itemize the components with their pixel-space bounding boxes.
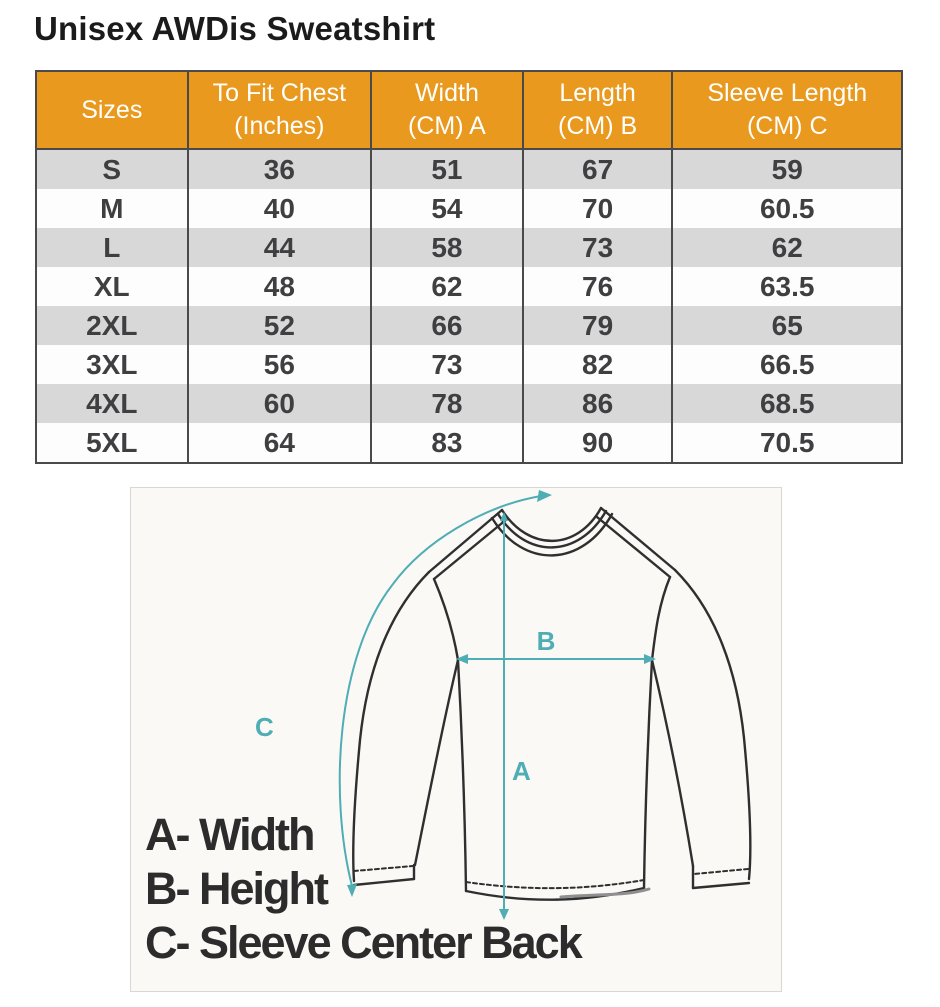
cell-sleeve: 59: [672, 149, 902, 189]
cell-sleeve: 60.5: [672, 189, 902, 228]
measure-a-label: A: [512, 756, 531, 786]
cell-chest: 44: [188, 228, 372, 267]
cell-width: 73: [371, 345, 523, 384]
table-row-3xl: [36, 345, 902, 384]
size-table-header-row: [36, 71, 902, 149]
cell-length: 73: [523, 228, 673, 267]
cell-width: 83: [371, 423, 523, 463]
cell-length: 70: [523, 189, 673, 228]
cell-width: 51: [371, 149, 523, 189]
col-header-chest: [188, 71, 372, 149]
cell-size: 2XL: [36, 306, 188, 345]
col-header-line: (CM) B: [558, 112, 638, 140]
cell-chest: 40: [188, 189, 372, 228]
col-header-sizes: [36, 71, 188, 149]
cell-size: 4XL: [36, 384, 188, 423]
cell-sleeve: 65: [672, 306, 902, 345]
table-row-4xl: [36, 384, 902, 423]
cell-length: 76: [523, 267, 673, 306]
measure-c-label: C: [255, 712, 274, 742]
cell-length: 90: [523, 423, 673, 463]
table-row-xl: [36, 267, 902, 306]
col-header-line: Sizes: [81, 95, 143, 124]
cell-chest: 64: [188, 423, 372, 463]
cell-width: 62: [371, 267, 523, 306]
col-header-line: To Fit Chest: [212, 79, 347, 107]
col-header-line: Sleeve Length: [707, 79, 868, 107]
cell-size: XL: [36, 267, 188, 306]
cell-size: M: [36, 189, 188, 228]
cell-chest: 52: [188, 306, 372, 345]
legend-b-height: B- Height: [145, 863, 327, 914]
table-row-l: [36, 228, 902, 267]
cell-sleeve: 68.5: [672, 384, 902, 423]
legend-a-width: A- Width: [145, 809, 314, 860]
diagram-legend: [145, 808, 581, 970]
page-title: Unisex AWDis Sweatshirt: [34, 10, 436, 47]
cell-width: 78: [371, 384, 523, 423]
col-header-line: (CM) C: [746, 112, 828, 140]
cell-width: 54: [371, 189, 523, 228]
cell-width: 66: [371, 306, 523, 345]
table-row-s: [36, 149, 902, 189]
cell-size: 3XL: [36, 345, 188, 384]
table-row-m: [36, 189, 902, 228]
cell-sleeve: 66.5: [672, 345, 902, 384]
cell-length: 82: [523, 345, 673, 384]
cell-chest: 48: [188, 267, 372, 306]
cell-size: L: [36, 228, 188, 267]
cell-size: S: [36, 149, 188, 189]
cell-chest: 36: [188, 149, 372, 189]
cell-sleeve: 63.5: [672, 267, 902, 306]
col-header-line: (Inches): [234, 112, 325, 140]
size-table: [35, 70, 903, 464]
cell-chest: 56: [188, 345, 372, 384]
cell-width: 58: [371, 228, 523, 267]
table-row-2xl: [36, 306, 902, 345]
col-header-line: Width: [414, 79, 479, 107]
cell-sleeve: 70.5: [672, 423, 902, 463]
arrowhead-c-top-icon: [537, 490, 552, 502]
legend-c-sleeve: C- Sleeve Center Back: [145, 917, 581, 968]
cell-chest: 60: [188, 384, 372, 423]
col-header-sleeve: [672, 71, 902, 149]
measurement-diagram: [130, 487, 782, 992]
col-header-line: (CM) A: [408, 112, 486, 140]
cell-size: 5XL: [36, 423, 188, 463]
arrowhead-b-right-icon: [644, 654, 656, 664]
cell-sleeve: 62: [672, 228, 902, 267]
col-header-width: [371, 71, 523, 149]
cell-length: 79: [523, 306, 673, 345]
table-row-5xl: [36, 423, 902, 463]
col-header-line: Length: [559, 79, 636, 107]
cell-length: 86: [523, 384, 673, 423]
measure-b-label: B: [536, 626, 556, 656]
cell-length: 67: [523, 149, 673, 189]
col-header-length: [523, 71, 673, 149]
